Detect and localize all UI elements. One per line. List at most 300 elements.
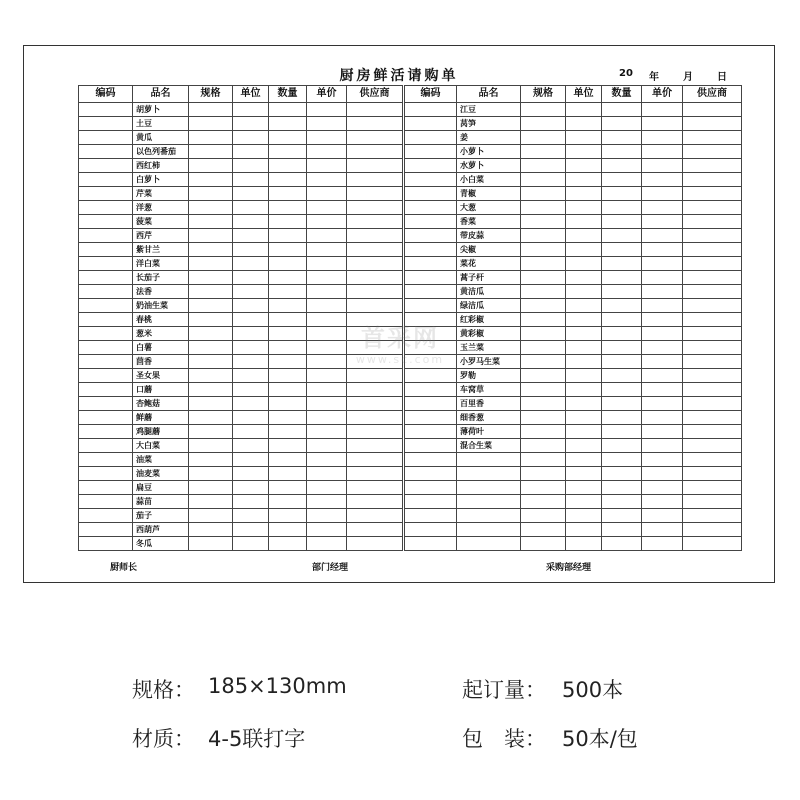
table-cell [79, 243, 133, 257]
table-cell [307, 453, 347, 467]
col-header-unit: 单位 [566, 86, 602, 103]
table-cell [683, 327, 742, 341]
table-row [79, 103, 742, 117]
table-cell [233, 425, 269, 439]
table-cell [269, 537, 307, 551]
table-cell [521, 215, 566, 229]
table-cell [189, 215, 233, 229]
table-cell [404, 439, 457, 453]
table-cell [269, 173, 307, 187]
table-cell [602, 523, 642, 537]
table-cell [269, 271, 307, 285]
table-cell [233, 411, 269, 425]
table-cell [307, 257, 347, 271]
table-cell [79, 229, 133, 243]
table-cell [566, 173, 602, 187]
table-cell [642, 425, 683, 439]
table-cell [521, 481, 566, 495]
table-cell [347, 229, 404, 243]
table-cell [404, 229, 457, 243]
table-cell [79, 439, 133, 453]
col-header-name: 品名 [133, 86, 189, 103]
table-cell [404, 215, 457, 229]
table-cell [79, 159, 133, 173]
col-header-spec: 规格 [521, 86, 566, 103]
table-cell [602, 383, 642, 397]
item-name-left: 紫甘兰 [133, 243, 189, 257]
table-cell [269, 523, 307, 537]
table-cell [269, 369, 307, 383]
table-cell [642, 327, 683, 341]
table-cell [307, 467, 347, 481]
table-row [79, 495, 742, 509]
item-name-left: 杏鲍菇 [133, 397, 189, 411]
table-cell [683, 481, 742, 495]
table-cell [602, 509, 642, 523]
table-cell [233, 229, 269, 243]
table-cell [521, 523, 566, 537]
table-cell [642, 131, 683, 145]
table-row [79, 481, 742, 495]
item-name-left: 土豆 [133, 117, 189, 131]
table-cell [642, 481, 683, 495]
table-cell [602, 243, 642, 257]
table-row [79, 257, 742, 271]
table-cell [269, 509, 307, 523]
table-cell [683, 383, 742, 397]
table-cell [683, 341, 742, 355]
table-row [79, 243, 742, 257]
table-cell [347, 481, 404, 495]
table-cell [683, 467, 742, 481]
table-cell [683, 299, 742, 313]
table-cell [269, 103, 307, 117]
table-cell [642, 355, 683, 369]
item-name-left: 胡萝卜 [133, 103, 189, 117]
table-row [79, 271, 742, 285]
table-cell [602, 257, 642, 271]
table-cell [566, 145, 602, 159]
col-header-code: 编码 [404, 86, 457, 103]
table-cell [189, 397, 233, 411]
table-cell [642, 383, 683, 397]
table-cell [347, 159, 404, 173]
table-cell [602, 145, 642, 159]
table-cell [642, 523, 683, 537]
table-cell [79, 509, 133, 523]
table-row [79, 383, 742, 397]
table-cell [602, 369, 642, 383]
item-name-left: 蒜苗 [133, 495, 189, 509]
table-cell [683, 369, 742, 383]
table-row [79, 341, 742, 355]
spec-size-value: 185×130mm [208, 674, 347, 698]
table-cell [683, 271, 742, 285]
item-name-left: 葱米 [133, 327, 189, 341]
item-name-left: 长茄子 [133, 271, 189, 285]
table-cell [642, 201, 683, 215]
item-name-left: 鲜蘑 [133, 411, 189, 425]
table-cell [404, 201, 457, 215]
item-name-right: 带皮蒜 [457, 229, 521, 243]
table-cell [404, 495, 457, 509]
table-cell [521, 257, 566, 271]
table-cell [307, 523, 347, 537]
table-cell [566, 299, 602, 313]
item-name-left: 鸡腿蘑 [133, 425, 189, 439]
table-cell [566, 327, 602, 341]
product-specs [0, 670, 800, 770]
table-cell [602, 495, 642, 509]
table-cell [307, 271, 347, 285]
table-cell [233, 187, 269, 201]
table-cell [404, 145, 457, 159]
table-cell [189, 411, 233, 425]
table-cell [189, 355, 233, 369]
item-name-right: 黄洁瓜 [457, 285, 521, 299]
table-cell [307, 397, 347, 411]
table-cell [189, 131, 233, 145]
table-cell [233, 243, 269, 257]
date-month-label: 月 [683, 72, 693, 83]
item-name-right: 绿洁瓜 [457, 299, 521, 313]
table-cell [269, 117, 307, 131]
item-name-right: 青椒 [457, 187, 521, 201]
table-cell [189, 201, 233, 215]
table-cell [642, 117, 683, 131]
table-cell [521, 159, 566, 173]
table-cell [233, 103, 269, 117]
table-cell [269, 341, 307, 355]
table-cell [566, 117, 602, 131]
table-cell [347, 425, 404, 439]
table-cell [521, 425, 566, 439]
table-cell [347, 313, 404, 327]
signature-dept-manager: 部门经理 [312, 563, 349, 573]
table-cell [269, 355, 307, 369]
table-cell [404, 243, 457, 257]
table-cell [404, 397, 457, 411]
table-cell [347, 327, 404, 341]
date-year-label: 年 [649, 72, 659, 83]
table-header-row [79, 86, 742, 103]
table-cell [79, 313, 133, 327]
item-name-left: 以色列番茄 [133, 145, 189, 159]
table-cell [233, 397, 269, 411]
table-cell [347, 467, 404, 481]
table-cell [521, 201, 566, 215]
table-cell [347, 411, 404, 425]
table-cell [79, 103, 133, 117]
table-cell [521, 397, 566, 411]
table-cell [642, 159, 683, 173]
table-row [79, 313, 742, 327]
item-name-right [457, 467, 521, 481]
table-cell [347, 117, 404, 131]
table-cell [189, 271, 233, 285]
table-cell [79, 425, 133, 439]
item-name-right: 小罗马生菜 [457, 355, 521, 369]
table-cell [683, 117, 742, 131]
table-cell [233, 439, 269, 453]
table-cell [683, 523, 742, 537]
item-name-left: 西红柿 [133, 159, 189, 173]
table-cell [683, 425, 742, 439]
table-cell [566, 313, 602, 327]
table-cell [602, 425, 642, 439]
table-cell [347, 537, 404, 551]
table-cell [189, 243, 233, 257]
table-cell [189, 313, 233, 327]
date-line [619, 68, 739, 82]
table-cell [566, 285, 602, 299]
item-name-right: 香菜 [457, 215, 521, 229]
table-cell [521, 313, 566, 327]
table-cell [404, 173, 457, 187]
table-cell [269, 159, 307, 173]
table-cell [269, 131, 307, 145]
table-cell [642, 453, 683, 467]
table-row [79, 145, 742, 159]
table-cell [521, 243, 566, 257]
table-cell [683, 201, 742, 215]
table-cell [347, 145, 404, 159]
table-cell [269, 313, 307, 327]
table-cell [683, 103, 742, 117]
table-cell [404, 159, 457, 173]
table-cell [404, 103, 457, 117]
table-cell [79, 467, 133, 481]
table-cell [269, 145, 307, 159]
table-cell [602, 299, 642, 313]
item-name-right: 大葱 [457, 201, 521, 215]
table-cell [602, 355, 642, 369]
table-cell [189, 327, 233, 341]
col-header-supplier: 供应商 [347, 86, 404, 103]
table-row [79, 327, 742, 341]
item-name-right: 罗勒 [457, 369, 521, 383]
table-cell [269, 495, 307, 509]
table-cell [642, 215, 683, 229]
table-cell [566, 271, 602, 285]
date-day-label: 日 [717, 72, 727, 83]
table-cell [602, 341, 642, 355]
table-cell [189, 187, 233, 201]
item-name-left: 法香 [133, 285, 189, 299]
table-cell [307, 145, 347, 159]
table-cell [602, 397, 642, 411]
item-name-left: 茴香 [133, 355, 189, 369]
table-cell [683, 159, 742, 173]
table-cell [566, 523, 602, 537]
table-cell [347, 187, 404, 201]
item-name-right: 尖椒 [457, 243, 521, 257]
table-cell [189, 523, 233, 537]
table-cell [566, 537, 602, 551]
table-cell [189, 285, 233, 299]
table-cell [307, 201, 347, 215]
table-cell [347, 453, 404, 467]
table-cell [347, 439, 404, 453]
table-cell [307, 215, 347, 229]
table-cell [566, 369, 602, 383]
table-cell [683, 187, 742, 201]
table-cell [189, 117, 233, 131]
table-cell [233, 509, 269, 523]
table-cell [79, 215, 133, 229]
table-cell [566, 215, 602, 229]
spec-pack-label: 包 装： [462, 727, 546, 751]
table-cell [566, 187, 602, 201]
item-name-left: 扁豆 [133, 481, 189, 495]
table-cell [404, 271, 457, 285]
table-cell [602, 117, 642, 131]
table-row [79, 537, 742, 551]
table-cell [602, 313, 642, 327]
table-cell [642, 439, 683, 453]
table-cell [683, 411, 742, 425]
order-form [23, 45, 775, 583]
item-name-left: 大白菜 [133, 439, 189, 453]
table-cell [566, 495, 602, 509]
table-cell [683, 243, 742, 257]
item-name-right [457, 481, 521, 495]
table-cell [189, 495, 233, 509]
table-cell [683, 537, 742, 551]
table-cell [566, 481, 602, 495]
table-cell [189, 383, 233, 397]
table-cell [269, 229, 307, 243]
table-cell [602, 103, 642, 117]
table-cell [602, 411, 642, 425]
table-cell [233, 313, 269, 327]
table-cell [521, 439, 566, 453]
table-row [79, 523, 742, 537]
table-cell [521, 369, 566, 383]
table-cell [521, 341, 566, 355]
table-cell [683, 285, 742, 299]
table-cell [347, 341, 404, 355]
table-cell [347, 173, 404, 187]
date-year-prefix: 20 [619, 68, 633, 79]
table-cell [521, 299, 566, 313]
table-cell [521, 453, 566, 467]
table-cell [683, 313, 742, 327]
table-cell [233, 145, 269, 159]
table-cell [189, 453, 233, 467]
table-row [79, 439, 742, 453]
table-cell [307, 481, 347, 495]
table-row [79, 173, 742, 187]
table-cell [189, 537, 233, 551]
table-cell [307, 355, 347, 369]
col-header-qty: 数量 [602, 86, 642, 103]
table-cell [642, 243, 683, 257]
table-cell [404, 313, 457, 327]
table-cell [307, 131, 347, 145]
table-cell [233, 159, 269, 173]
item-name-right [457, 523, 521, 537]
table-cell [307, 425, 347, 439]
table-cell [189, 173, 233, 187]
table-cell [566, 243, 602, 257]
spec-moq-label: 起订量： [462, 678, 546, 702]
table-cell [642, 467, 683, 481]
table-cell [79, 145, 133, 159]
table-cell [602, 327, 642, 341]
table-cell [642, 145, 683, 159]
table-cell [521, 187, 566, 201]
table-row [79, 285, 742, 299]
table-cell [566, 425, 602, 439]
table-cell [347, 285, 404, 299]
table-cell [347, 495, 404, 509]
signature-row [24, 560, 774, 574]
table-cell [602, 187, 642, 201]
table-cell [347, 509, 404, 523]
table-cell [404, 327, 457, 341]
table-cell [347, 397, 404, 411]
table-cell [566, 229, 602, 243]
table-row [79, 355, 742, 369]
table-cell [683, 215, 742, 229]
table-row [79, 159, 742, 173]
table-cell [307, 383, 347, 397]
table-cell [307, 285, 347, 299]
table-cell [602, 453, 642, 467]
item-name-left: 洋葱 [133, 201, 189, 215]
table-cell [269, 481, 307, 495]
table-cell [307, 117, 347, 131]
item-name-left: 冬瓜 [133, 537, 189, 551]
item-name-left: 菠菜 [133, 215, 189, 229]
table-cell [189, 467, 233, 481]
table-cell [404, 523, 457, 537]
table-cell [307, 173, 347, 187]
table-cell [307, 103, 347, 117]
col-header-price: 单价 [642, 86, 683, 103]
col-header-price: 单价 [307, 86, 347, 103]
table-cell [566, 467, 602, 481]
table-cell [233, 467, 269, 481]
table-cell [269, 201, 307, 215]
spec-size-label: 规格： [132, 678, 195, 702]
table-cell [642, 173, 683, 187]
table-cell [233, 355, 269, 369]
table-cell [307, 187, 347, 201]
table-cell [404, 411, 457, 425]
table-cell [189, 509, 233, 523]
table-cell [602, 215, 642, 229]
table-cell [566, 397, 602, 411]
table-cell [566, 509, 602, 523]
table-cell [566, 439, 602, 453]
table-cell [233, 341, 269, 355]
item-name-left: 油麦菜 [133, 467, 189, 481]
table-cell [642, 187, 683, 201]
table-cell [642, 341, 683, 355]
table-cell [404, 509, 457, 523]
table-cell [79, 201, 133, 215]
spec-pack-value: 50本/包 [562, 727, 638, 751]
table-cell [79, 285, 133, 299]
table-cell [521, 467, 566, 481]
table-cell [307, 369, 347, 383]
item-name-right: 小萝卜 [457, 145, 521, 159]
table-cell [404, 187, 457, 201]
item-name-right: 百里香 [457, 397, 521, 411]
item-name-right [457, 453, 521, 467]
